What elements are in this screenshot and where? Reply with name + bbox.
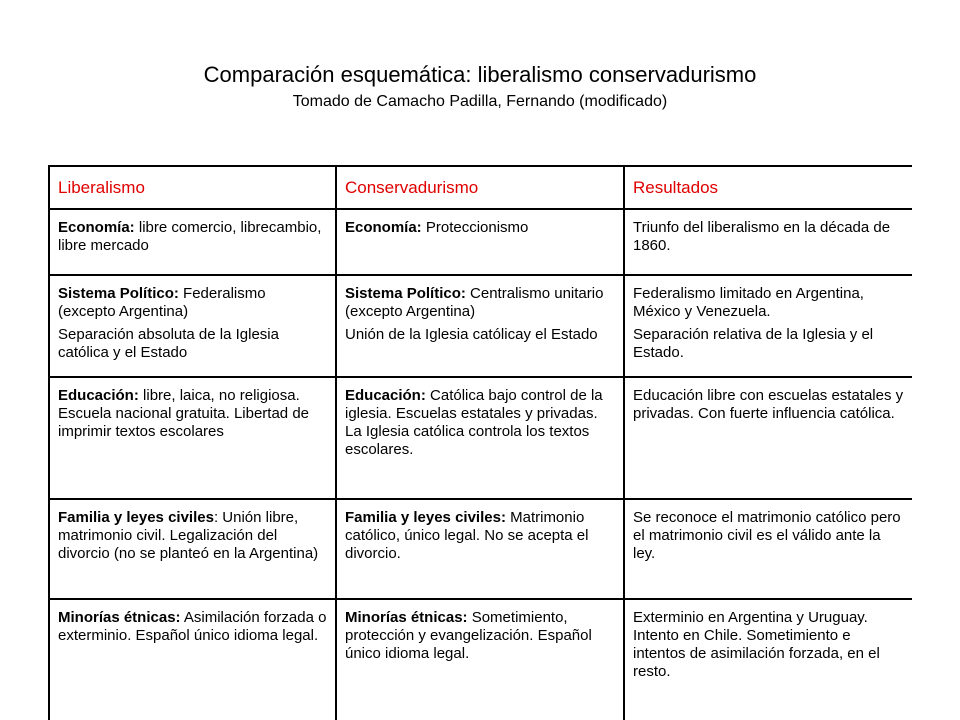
keyword: Economía: — [58, 219, 135, 236]
header-resultados: Resultados — [625, 167, 912, 210]
keyword: Minorías étnicas: — [58, 609, 181, 626]
cell-educacion-resultados — [625, 378, 912, 500]
cell-text: Educación libre con escuelas estatales y privadas. Con fuerte influencia católica. — [633, 387, 904, 422]
keyword: Sistema Político: — [345, 285, 466, 302]
header-conservadurismo: Conservadurismo — [337, 167, 625, 210]
cell-minorias-liberalismo — [50, 600, 337, 720]
keyword: Educación: — [345, 387, 426, 404]
page-title: Comparación esquemática: liberalismo conservadurismo — [203, 62, 757, 87]
cell-minorias-conservadurismo — [337, 600, 625, 720]
cell-text: libre, laica, no religiosa. Escuela nacional gratuita. Libertad de imprimir textos escolares — [58, 387, 310, 440]
cell-economia-liberalismo — [50, 210, 337, 276]
cell-text: Matrimonio católico, único legal. No se acepta el divorcio. — [345, 509, 589, 562]
cell-familia-resultados — [625, 500, 912, 600]
cell-text: : Unión libre, matrimonio civil. Legalización del divorcio (no se planteó en la Argentina) — [58, 509, 319, 562]
cell-educacion-liberalismo — [50, 378, 337, 500]
cell-text: libre comercio, librecambio, libre mercado — [58, 219, 322, 254]
cell-minorias-resultados — [625, 600, 912, 720]
cell-text: Proteccionismo — [421, 219, 529, 236]
keyword: Familia y leyes civiles: — [345, 509, 506, 526]
cell-text: Católica bajo control de la iglesia. Escuelas estatales y privadas. La Iglesia católica controla los textos escolares. — [345, 387, 603, 458]
header-liberalismo: Liberalismo — [50, 167, 337, 210]
cell-sistema-politico-resultados — [625, 276, 912, 378]
cell-familia-liberalismo — [50, 500, 337, 600]
cell-economia-conservadurismo — [337, 210, 625, 276]
cell-text: Exterminio en Argentina y Uruguay. Intento en Chile. Sometimiento e intentos de asimilación forzada, en el resto. — [633, 609, 880, 680]
cell-text: Federalismo limitado en Argentina, México y Venezuela. — [633, 285, 864, 320]
cell-text: Triunfo del liberalismo en la década de 1860. — [633, 219, 891, 254]
cell-familia-conservadurismo — [337, 500, 625, 600]
cell-text-extra: Unión de la Iglesia católicay el Estado — [345, 326, 598, 343]
cell-text: Sometimiento, protección y evangelización. Español único idioma legal. — [345, 609, 592, 662]
cell-text: Centralismo unitario (excepto Argentina) — [345, 285, 604, 320]
cell-text-extra: Separación relativa de la Iglesia y el Estado. — [633, 326, 874, 361]
cell-text-extra: Separación absoluta de la Iglesia católica y el Estado — [58, 326, 279, 361]
keyword: Sistema Político: — [58, 285, 179, 302]
keyword: Familia y leyes civiles — [58, 509, 214, 526]
cell-text: Asimilación forzada o exterminio. Español único idioma legal. — [58, 609, 327, 644]
comparison-table — [48, 165, 912, 720]
keyword: Economía: — [345, 219, 422, 236]
comparison-table-wrapper — [48, 165, 912, 720]
cell-economia-resultados — [625, 210, 912, 276]
keyword: Minorías étnicas: — [345, 609, 468, 626]
cell-sistema-politico-conservadurismo — [337, 276, 625, 378]
cell-text: Se reconoce el matrimonio católico pero el matrimonio civil es el válido ante la ley. — [633, 509, 901, 562]
cell-text: Federalismo (excepto Argentina) — [58, 285, 266, 320]
cell-educacion-conservadurismo — [337, 378, 625, 500]
cell-sistema-politico-liberalismo — [50, 276, 337, 378]
keyword: Educación: — [58, 387, 139, 404]
page-subtitle: Tomado de Camacho Padilla, Fernando (modificado) — [292, 93, 668, 110]
